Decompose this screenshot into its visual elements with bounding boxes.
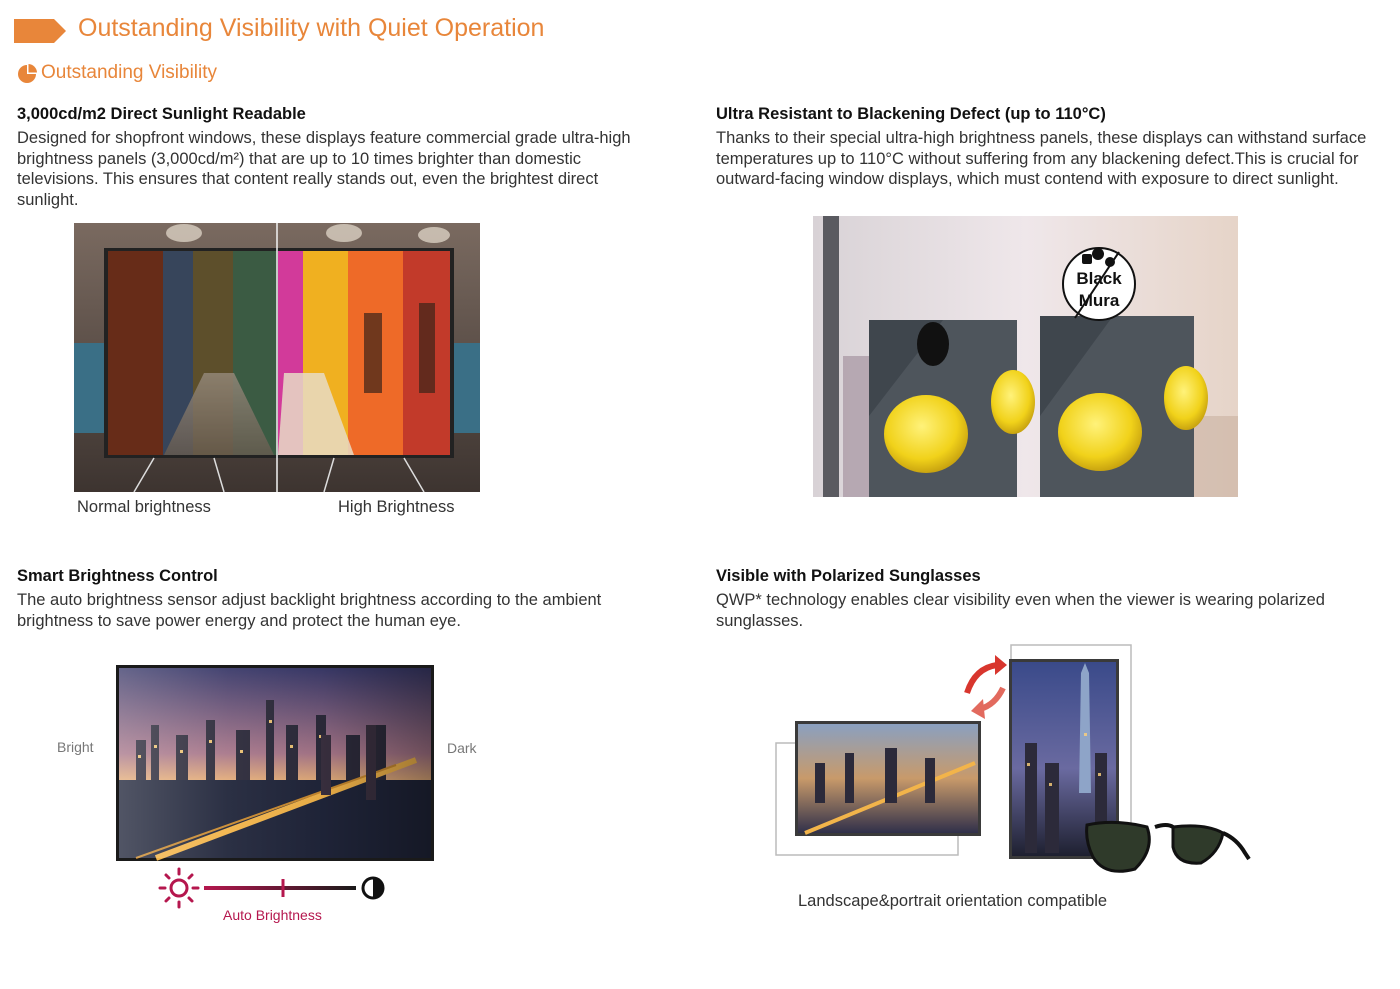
smart-brightness-heading: Smart Brightness Control — [17, 567, 218, 585]
blackening-heading: Ultra Resistant to Blackening Defect (up to 110°C) — [716, 105, 1106, 123]
black-mura-comparison-image — [813, 216, 1238, 497]
orientation-caption: Landscape&portrait orientation compatible — [798, 892, 1108, 910]
slider-track — [204, 886, 356, 890]
auto-brightness-label: Auto Brightness — [223, 907, 322, 923]
brightness-comparison-image — [74, 223, 480, 492]
blackening-body: Thanks to their special ultra-high brightness panels, these displays can withstand surface temperatures up to 110°C without suffering from any blackening defect.This is crucial for outward-facing window displays, which must contend with exposure to direct sunlight. — [716, 129, 1367, 189]
banner-title: Outstanding Visibility with Quiet Operation — [78, 14, 545, 42]
sunlight-heading: 3,000cd/m2 Direct Sunlight Readable — [17, 105, 306, 123]
caption-high-brightness: High Brightness — [338, 498, 455, 516]
pie-bullet-icon — [16, 63, 38, 85]
orientation-sunglasses-image — [775, 643, 1253, 879]
banner-arrow-icon — [14, 19, 66, 43]
black-mura-badge-line2: Mura — [1078, 291, 1120, 310]
polarized-heading: Visible with Polarized Sunglasses — [716, 567, 981, 585]
polarized-body: QWP* technology enables clear visibility even when the viewer is wearing polarized sunglasses. — [716, 591, 1325, 630]
sunlight-body: Designed for shopfront windows, these displays feature commercial grade ultra-high brightness panels (3,000cd/m²) that are up to 10 times brighter than domestic televisions. This ensures that content really stands out, even the brightest direct sunlight. — [17, 129, 631, 209]
smart-brightness-body: The auto brightness sensor adjust backlight brightness according to the ambient brightness to save power energy and protect the human eye. — [17, 591, 602, 630]
contrast-icon — [363, 878, 383, 898]
auto-brightness-slider[interactable] — [158, 866, 388, 910]
slider-thumb[interactable] — [282, 879, 285, 897]
caption-normal-brightness: Normal brightness — [77, 498, 211, 516]
sun-icon — [160, 869, 198, 907]
section-subheading: Outstanding Visibility — [41, 62, 218, 83]
sunglasses-icon — [1087, 822, 1249, 871]
black-mura-badge-line1: Black — [1076, 269, 1122, 288]
label-dark: Dark — [447, 740, 477, 756]
city-night-display-image — [116, 665, 434, 861]
label-bright: Bright — [57, 739, 94, 755]
